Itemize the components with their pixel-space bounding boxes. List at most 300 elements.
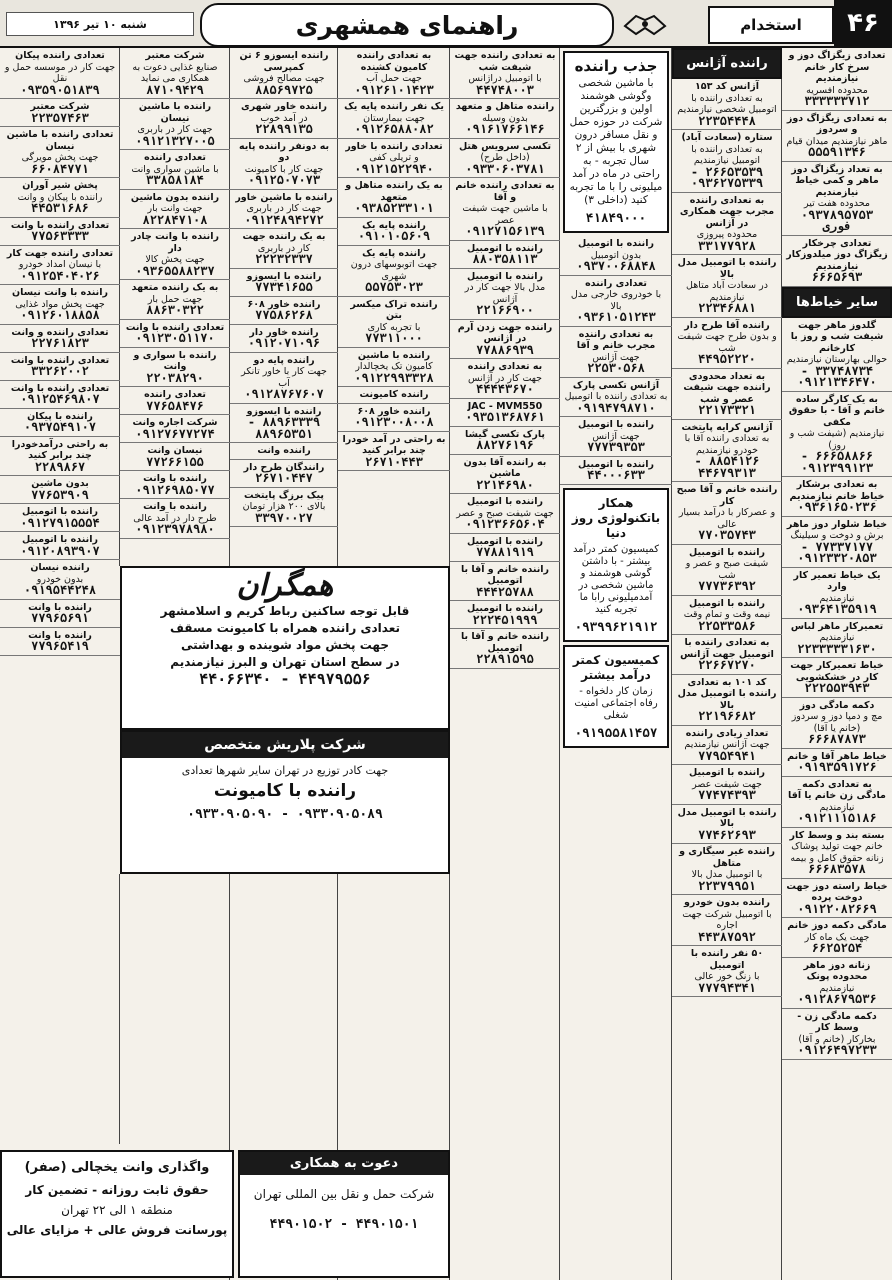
ad-phone: ۷۷۵۶۳۳۳۳ bbox=[31, 229, 89, 243]
ad-description: با ماشین سواری وانت bbox=[131, 163, 219, 175]
wide-ad-phone: ۴۴۹۷۹۵۵۶ - ۴۴۰۶۶۳۴۰ bbox=[199, 670, 371, 688]
ad-title: به راحتی در آمد خودرا چند برابر کنید bbox=[342, 433, 446, 456]
classified-ad bbox=[338, 432, 450, 472]
classified-ad bbox=[782, 918, 892, 958]
ad-description: صنایع غذایی دعوت به همکاری می نماید bbox=[132, 61, 218, 84]
featured2-phone: ۰۹۳۹۹۶۲۱۹۱۲ bbox=[574, 618, 658, 634]
ad-phone: ۴۴۹۵۲۲۲۰ bbox=[698, 352, 756, 366]
classified-ad bbox=[338, 387, 450, 404]
ad-description: جهت آژانس bbox=[592, 430, 640, 442]
ad-phone: ۲۶۷۱۰۴۴۳ bbox=[365, 454, 423, 469]
ad-title: راننده با اتومبیل bbox=[467, 535, 543, 547]
ad-title: راننده با ماشین نیسان bbox=[138, 101, 212, 124]
classified-ad bbox=[338, 139, 450, 179]
classified-ad bbox=[450, 99, 560, 139]
featured2-desc: کمیسیون کمتر درآمد بیشتر - با داشتن گوشی هوشمند و ماشین شخصی در آمدمیلیونی رابا ما تجربه کنید bbox=[572, 543, 660, 615]
featured-title: جذب راننده bbox=[574, 57, 658, 75]
ad-phone: ۷۷۶۵۸۴۷۶ bbox=[146, 398, 204, 413]
classified-ad bbox=[0, 600, 120, 628]
ad-title: تعدادی زیگزاگ دوز و سرخ کار خانم نیازمندیم bbox=[788, 50, 886, 84]
ad-title: به دونفر راننده پایه دو bbox=[238, 140, 330, 163]
ad-description: به تعدادی راننده آقا با خودرو نیازمندیم bbox=[684, 433, 770, 456]
ad-description: جهت بیمارستان bbox=[363, 112, 425, 124]
ad-description: محدوده پیروزی bbox=[696, 229, 758, 240]
classified-ad bbox=[0, 353, 120, 381]
ad-phone: ۶۶۶۸۳۵۷۸ bbox=[808, 862, 866, 876]
ad-description: نیازمندیم bbox=[819, 632, 855, 643]
ad-phone: ۰۹۳۶۵۵۸۸۲۳۷ bbox=[135, 263, 215, 278]
classified-ad bbox=[672, 635, 782, 675]
ad-phone: ۶۶۶۵۸۸۶۶ - ۰۹۱۲۳۹۹۱۲۳ bbox=[800, 449, 874, 475]
ad-phone: ۰۹۱۲۲۰۸۲۶۶۹ bbox=[797, 901, 877, 916]
ad-phone: ۲۲۲۳۲۳۳۷ bbox=[255, 252, 313, 266]
ad-title: به تعدادی راننده جهت شیفت شب bbox=[454, 50, 556, 73]
ad-phone: ۲۲۱۶۶۹۰۰ bbox=[476, 303, 534, 317]
ad-phone: ۰۹۱۲۵۴۶۹۸۰۷ bbox=[20, 392, 100, 406]
classified-ad bbox=[230, 488, 338, 528]
ad-description: نیازمندیم bbox=[819, 801, 855, 813]
ad-title: پخش شیر آوران bbox=[22, 180, 98, 191]
ad-title: راننده غیر سیگاری و متاهل bbox=[679, 846, 775, 869]
classified-ad bbox=[338, 404, 450, 432]
ad-title: راننده خانم و آقا با اتومبیل bbox=[460, 563, 549, 586]
classified-ad bbox=[782, 568, 892, 619]
misc-tailoring-header: سایر خیاط‌ها bbox=[782, 287, 892, 318]
ad-title: به تعدادی راننده خانم و آقا bbox=[455, 180, 555, 203]
classified-ad bbox=[230, 99, 338, 139]
classified-ad bbox=[0, 285, 120, 325]
ad-title: راننده با اتومبیل bbox=[689, 597, 765, 609]
ad-phone: ۲۲۲۴۵۱۹۹۹ bbox=[472, 612, 538, 627]
ad-phone: ۰۹۳۷۸۹۵۷۵۳ فوری bbox=[800, 207, 874, 233]
ad-phone: ۰۹۱۲۳۰۵۱۱۷۰ bbox=[135, 331, 215, 345]
ad-phone: ۳۳۳۳۳۳۷۱۲ bbox=[804, 94, 870, 108]
ad-phone: ۳۳۱۷۷۹۲۸ bbox=[698, 238, 756, 253]
classified-ad bbox=[450, 178, 560, 241]
ad-phone: ۷۷۳۳۷۱۷۷ - ۰۹۱۲۳۳۲۰۸۵۳ bbox=[797, 539, 877, 565]
ad-description: با اتومبیل دراژانس bbox=[468, 73, 542, 84]
classified-ad bbox=[672, 482, 782, 545]
ad-title: شرکت معتبر bbox=[145, 50, 205, 61]
ad-phone: ۴۴۴۲۵۷۸۸ bbox=[476, 584, 534, 599]
ad-description: بدون وسیله bbox=[482, 112, 528, 124]
ad-title: به تعدادی برشکار خیاط خانم نیازمندیم bbox=[789, 479, 885, 502]
ad-title: راننده کامیونت bbox=[359, 389, 429, 400]
ad-description: نیازمندیم bbox=[819, 982, 855, 994]
ad-title: راننده خاور ۶۰۸ bbox=[247, 298, 321, 310]
ad-description: جهت یک ماه کار bbox=[804, 931, 870, 943]
ad-phone: ۷۷۴۶۲۶۹۳ bbox=[698, 827, 756, 842]
ad-description: جهت حمل بار bbox=[147, 293, 203, 305]
featured-desc: با ماشین شخصی وگوشی هوشمند اولین و بزرگترین شرکت در حوزه حمل و نقل مسافر درون شهری با بیش از ۲ سال تجربه - به راحتی در ماه در آمد میلیونی را با ما تجربه کنید (داخلی ۳) bbox=[569, 77, 663, 206]
ad-description: مچ و دمپا دوز و سردوز (خانم یا آقا) bbox=[791, 711, 883, 734]
classified-ad bbox=[672, 79, 782, 130]
ad-phone: ۷۷۳۱۱۰۰۰ bbox=[365, 331, 423, 345]
masthead-logo: راهنمای همشهری bbox=[200, 3, 614, 47]
agency-drivers-header: راننده آژانس bbox=[672, 48, 782, 79]
ad-phone: ۵۵۵۹۱۳۴۶ bbox=[808, 145, 866, 159]
wide-ad-line1: قابل توجه ساکنین رباط کریم و اسلامشهر bbox=[160, 604, 410, 618]
ad-phone: ۸۸۹۶۳۳۳۹ - ۸۸۹۶۵۳۵۱ bbox=[247, 415, 321, 441]
featured-ad-technology bbox=[563, 488, 669, 642]
ad-title: راننده متاهل و متعهد bbox=[455, 101, 555, 112]
ad-description: حوالی بهارستان نیازمندیم bbox=[786, 354, 888, 365]
classified-ad bbox=[560, 276, 672, 327]
column-drivers-a bbox=[449, 48, 560, 1280]
classified-ad bbox=[120, 190, 230, 230]
classified-ad bbox=[0, 628, 120, 656]
ad-title: تعدادی راننده با وانت bbox=[10, 382, 110, 394]
ad-phone: ۰۹۱۲۶۵۸۸۰۸۲ bbox=[354, 122, 434, 136]
ad-phone: ۰۹۱۹۳۵۹۱۷۲۶ bbox=[797, 760, 877, 774]
distribution-brand: شرکت پلاریش متخصص bbox=[122, 732, 448, 758]
ad-description: خانم جهت تولید پوشاک زنانه حقوق کامل و بیمه bbox=[790, 841, 884, 864]
ad-title: راننده جهت زدن آرم در آژانس bbox=[457, 321, 553, 344]
ad-title: راننده با ماشین خاور bbox=[235, 191, 333, 203]
classified-ad bbox=[230, 353, 338, 404]
column-tailoring bbox=[781, 48, 892, 1280]
classified-ad bbox=[120, 415, 230, 443]
classified-ad bbox=[672, 844, 782, 895]
ad-phone: ۰۹۱۶۱۷۶۶۱۴۶ bbox=[465, 122, 545, 136]
classified-ad bbox=[450, 427, 560, 455]
ad-title: راننده وانت bbox=[257, 445, 311, 456]
classified-ad bbox=[120, 320, 230, 348]
classified-ad bbox=[0, 476, 120, 504]
classified-ad bbox=[230, 297, 338, 325]
ad-title: تعدادی راننده با وانت bbox=[10, 219, 110, 231]
ad-phone: ۸۸۵۶۹۷۲۵ bbox=[255, 82, 313, 97]
ad-title: خیاط تعمیرکار جهت کار در خشکشویی bbox=[790, 660, 884, 683]
ad-title: راننده با ایسوزو bbox=[246, 405, 322, 417]
wide-ad-line4: در سطح استان تهران و البرز نیازمندیم bbox=[170, 655, 400, 669]
ad-phone: ۲۲۷۶۱۸۲۳ bbox=[31, 336, 89, 350]
classified-ad bbox=[120, 387, 230, 415]
page-number: ۴۶ bbox=[834, 0, 892, 46]
ad-phone: ۷۷۸۸۱۹۱۹ bbox=[476, 545, 534, 559]
ad-description: در سعادت آباد متاهل نیازمندیم bbox=[686, 280, 768, 303]
classified-ad bbox=[450, 399, 560, 427]
ad-phone: ۳۳۷۴۸۷۳۴ - ۰۹۱۲۱۳۴۶۴۷۰ bbox=[797, 363, 877, 389]
classified-ad bbox=[0, 127, 120, 178]
ad-title: به تعدادی راننده bbox=[467, 361, 543, 372]
ad-phone: ۵۵۷۵۳۰۲۳ bbox=[365, 280, 423, 294]
classified-ad bbox=[338, 99, 450, 139]
ad-description: و تریلی کفی bbox=[369, 152, 419, 163]
classified-ad bbox=[672, 545, 782, 596]
ad-title: تعدادی چرخکار زیگزاگ دوز میلدوزکار نیازمندیم bbox=[786, 237, 888, 272]
wide-ad-line3: جهت پخش مواد شوینده و بهداشتی bbox=[180, 638, 390, 652]
ad-phone: ۰۹۱۲۳۶۶۵۶۰۴ bbox=[465, 517, 545, 531]
wide-ad-hamgaran bbox=[120, 566, 450, 730]
ad-phone: ۰۹۳۷۰۰۶۸۸۴۸ bbox=[576, 259, 656, 273]
ad-title: راننده با اتومبیل bbox=[578, 419, 654, 430]
classified-ad bbox=[230, 229, 338, 269]
ad-phone: ۸۸۵۴۱۲۶ - ۴۴۶۷۹۳۱۳ bbox=[694, 454, 760, 480]
ad-phone: ۳۳۹۷۰۰۲۷ bbox=[255, 510, 313, 525]
ad-phone: ۶۶۲۵۲۵۴ bbox=[811, 941, 863, 955]
page-header bbox=[0, 0, 892, 48]
ad-title: آژانس کد ۱۵۳ bbox=[694, 81, 759, 92]
ad-description: جهت کار با کامیونت bbox=[244, 163, 324, 175]
ad-phone: ۷۷۷۹۴۳۴۱ bbox=[698, 980, 756, 995]
classified-ad bbox=[120, 280, 230, 320]
ad-description: جهت حمل آب bbox=[366, 73, 422, 84]
ad-title: تعدادی راننده با ماشین نیسان bbox=[6, 129, 114, 152]
ad-title: راننده بدون ماشین bbox=[130, 191, 220, 203]
classified-ad bbox=[672, 130, 782, 193]
ad-title: راننده خاور ۶۰۸ bbox=[357, 405, 431, 417]
classified-ad bbox=[0, 325, 120, 353]
classified-ad bbox=[120, 99, 230, 150]
ad-phone: ۰۹۱۹۵۴۴۲۴۸ bbox=[23, 583, 97, 597]
ad-phone: ۰۹۱۲۷۱۵۶۱۳۹ bbox=[465, 224, 545, 238]
ad-phone: ۲۲۸۹۹۱۳۵ bbox=[255, 122, 313, 136]
ad-description: با نیسان امداد خودرو bbox=[18, 259, 102, 270]
ad-phone: ۰۹۱۲۶۴۹۷۲۳۳ bbox=[797, 1043, 877, 1057]
classified-ad bbox=[120, 471, 230, 499]
distribution-phones: ۰۹۳۳۰۹۰۵۰۸۹ - ۰۹۳۳۰۹۰۵۰۹۰ bbox=[187, 807, 383, 822]
classified-ad bbox=[782, 698, 892, 749]
classified-ad bbox=[120, 150, 230, 190]
distribution-line1: جهت کادر توزیع در تهران سایر شهرها تعدادی bbox=[181, 764, 389, 777]
ad-phone: ۰۹۳۶۱۶۵۰۲۳۶ bbox=[797, 500, 877, 514]
issue-date: شنبه ۱۰ تیر ۱۳۹۶ bbox=[6, 12, 194, 36]
ad-phone: ۰۹۱۲۵۴۰۴۰۲۶ bbox=[20, 268, 100, 283]
ad-description: با ماشین جهت شیفت عصر bbox=[462, 203, 548, 226]
ad-phone: ۲۶۶۵۳۵۳۹ - ۰۹۳۶۲۷۵۳۳۹ bbox=[690, 164, 764, 190]
ad-description: و عصرکار با درآمد بسیار عالی bbox=[678, 507, 776, 530]
ad-phone: ۰۹۱۲۶۹۸۵۰۷۷ bbox=[135, 482, 215, 497]
ad-phone: ۲۲۰۳۸۲۹۰ bbox=[146, 370, 204, 385]
classified-ad bbox=[782, 958, 892, 1009]
ad-phone: ۰۹۱۰۱۰۵۶۰۹ bbox=[357, 229, 431, 243]
classified-ad bbox=[450, 269, 560, 320]
classified-ad bbox=[782, 777, 892, 828]
classified-ad bbox=[782, 392, 892, 478]
ad-phone: ۸۸۰۳۵۸۱۱۳ bbox=[472, 252, 538, 266]
ad-phone: ۲۲۳۳۳۳۳۱۶۳۰ bbox=[797, 641, 877, 656]
classified-ad bbox=[782, 1009, 892, 1060]
ad-phone: ۲۲۳۵۷۴۶۳ bbox=[31, 110, 89, 125]
cooperation-header: دعوت به همکاری bbox=[240, 1152, 448, 1175]
ad-description: بالای ۲۰۰ هزار تومان bbox=[242, 501, 326, 512]
ad-description: و بدون طرح جهت شیفت شب bbox=[677, 331, 777, 354]
ad-phone: ۳۳۸۵۸۱۸۴ bbox=[146, 173, 204, 187]
ad-title: راننده تراک میکسر بتن bbox=[350, 298, 438, 321]
classified-ad bbox=[338, 48, 450, 99]
ad-phone: ۰۹۱۲۸۷۶۷۶۰۷ bbox=[244, 387, 324, 401]
ad-title: راننده با اتومبیل bbox=[689, 767, 765, 778]
classified-ad bbox=[450, 562, 560, 602]
classified-ad bbox=[450, 534, 560, 562]
refrigerated-van-ad bbox=[0, 1150, 234, 1278]
ad-phone: ۷۷۳۴۱۶۵۵ bbox=[255, 280, 313, 294]
ad-phone: ۰۹۱۲۵۰۷۰۷۳ bbox=[247, 173, 321, 187]
ad-title: راننده با وانت نیسان bbox=[12, 287, 108, 298]
classified-ad bbox=[338, 297, 450, 348]
ad-title: گلدوز ماهر جهت شیفت شب و روز با کارخانم bbox=[790, 319, 884, 354]
ad-phone: ۲۲۲۵۵۳۹۴۳ bbox=[804, 681, 870, 695]
ad-description: با زنگ خور عالی bbox=[694, 971, 760, 982]
ad-title: راننده با اتومبیل bbox=[467, 242, 543, 254]
ad-title: پیک برزگ پایتخت bbox=[244, 489, 324, 501]
ad-title: به تعدادی راننده کامیون کشنده bbox=[356, 50, 432, 73]
classified-ad bbox=[782, 236, 892, 287]
ad-description: راننده با پیکان و وانت bbox=[17, 191, 103, 203]
ad-phone: ۸۲۲۸۴۷۱۰۸ bbox=[142, 212, 208, 227]
ad-description: به تعدادی راننده با اتومبیل شخصی نیازمندیم bbox=[677, 92, 777, 115]
classified-ad bbox=[782, 162, 892, 236]
ad-title: راننده با پیکان bbox=[27, 410, 93, 422]
ad-title: به یک راننده متاهل و متعهد bbox=[345, 180, 443, 203]
ad-phone: ۷۷۲۶۶۱۵۵ bbox=[146, 454, 204, 469]
featured3-desc: زمان کار دلخواه - رفاه اجتماعی امنیت شغلی bbox=[574, 685, 658, 721]
ad-title: راننده ایسوزو ۶ تن کمپرسی bbox=[239, 50, 329, 73]
ad-title: JAC - MVM550 bbox=[467, 400, 543, 412]
ad-phone: ۲۲۸۹۸۶۷ bbox=[34, 459, 86, 474]
classified-ad bbox=[0, 218, 120, 246]
ad-phone: ۲۲۱۷۳۳۲۱ bbox=[698, 403, 756, 417]
ad-phone: ۷۷۹۵۴۹۴۱ bbox=[698, 748, 756, 763]
ad-description: کامیون تک یخچالدار bbox=[355, 361, 433, 372]
ad-title: تعدادی راننده با وانت bbox=[10, 354, 110, 366]
ad-title: خیاط راسته دوز جهت دوخت پرده bbox=[786, 880, 888, 903]
ad-phone: ۰۹۱۲۷۹۱۵۵۵۴ bbox=[20, 515, 100, 530]
ad-description: نیازمندیم bbox=[819, 592, 855, 604]
ad-phone: ۲۶۷۱۰۴۴۷ bbox=[255, 471, 313, 485]
classified-ad bbox=[120, 348, 230, 388]
ad-title: زنانه دوز ماهر محدوده پونک bbox=[803, 959, 871, 982]
ad-phone: ۷۷۹۶۵۴۱۹ bbox=[31, 639, 89, 653]
ad-description: نیازمندیم (شیفت شب و روز) bbox=[789, 428, 885, 451]
ad-description: بدون اتومبیل bbox=[590, 249, 642, 261]
ad-title: به تعدادی راننده مجرب جهت همکاری در آژانس bbox=[679, 194, 775, 229]
ad-phone: ۰۹۱۲۸۶۷۹۵۳۶ bbox=[797, 992, 877, 1006]
ad-phone: ۰۹۳۶۱۰۵۱۲۴۳ bbox=[576, 310, 656, 324]
ad-phone: ۴۴۳۸۷۵۹۲ bbox=[698, 929, 756, 944]
ad-title: دکمه مادگی زن - وسط کار bbox=[797, 1010, 877, 1033]
ad-phone: ۷۷۰۳۵۷۴۳ bbox=[698, 528, 756, 542]
refrigerated-van-area: منطقه ۱ الی ۲۲ تهران bbox=[61, 1203, 173, 1217]
ad-description: به تعدادی راننده با اتومبیل bbox=[564, 391, 668, 402]
classified-ad bbox=[782, 517, 892, 568]
ad-title: راننده خاور دار bbox=[249, 326, 319, 338]
ad-title: راننده پایه یک bbox=[362, 247, 426, 259]
classified-ad bbox=[560, 236, 672, 276]
ad-phone: ۲۲۱۴۶۹۸۰ bbox=[476, 477, 534, 492]
ad-phone: ۶۶۶۸۷۸۷۳ bbox=[808, 732, 866, 746]
ad-title: به یک کارگر ساده خانم و آقا - با حقوق مکفی bbox=[788, 393, 886, 428]
ad-phone: ۲۲۳۷۹۹۵۱ bbox=[698, 878, 756, 893]
ad-title: راننده با وانت bbox=[28, 601, 92, 613]
ad-description: جهت کار با خاور تانکر آب bbox=[241, 366, 327, 389]
ad-description: جهت اتوبوسهای درون شهری bbox=[350, 259, 438, 282]
ad-description: نیمه وقت و تمام وقت bbox=[683, 609, 771, 620]
featured3-phone: ۰۹۱۹۵۵۸۱۴۵۷ bbox=[574, 724, 658, 740]
ad-title: به یک راننده جهت bbox=[242, 231, 326, 242]
ad-phone: ۰۹۳۷۵۴۹۱۰۷ bbox=[23, 420, 97, 434]
ad-title: کد ۱۰۱ به تعدادی راننده با اتومبیل مدل بالا bbox=[677, 676, 777, 711]
classified-ad bbox=[450, 359, 560, 399]
hamgaran-logo: همگران bbox=[236, 568, 334, 603]
ad-description: با تجربه کاری bbox=[367, 321, 421, 333]
section-title: استخدام bbox=[708, 6, 834, 44]
cooperation-invitation-ad bbox=[238, 1150, 450, 1278]
ad-title: تعدادی راننده جهت کار bbox=[6, 247, 114, 259]
ad-phone: ۳۳۲۶۲۰۰۲ bbox=[31, 364, 89, 378]
ad-description: (داخل طرح) bbox=[480, 152, 530, 163]
column-khavar-drivers bbox=[229, 48, 338, 566]
ad-title: شرکت معتبر bbox=[30, 101, 90, 112]
ad-phone: ۰۹۱۲۰۸۹۳۹۰۷ bbox=[20, 543, 100, 558]
classified-ad bbox=[0, 178, 120, 218]
ad-description: طرح دار در آمد عالی bbox=[133, 512, 217, 524]
classified-ad bbox=[782, 658, 892, 698]
ad-title: بسته بند و وسط کار bbox=[789, 829, 885, 841]
classified-ad bbox=[450, 241, 560, 269]
ad-title: راننده با وانت bbox=[143, 473, 207, 484]
ad-description: بدون خودرو bbox=[36, 573, 84, 585]
classified-ad bbox=[672, 895, 782, 946]
classified-ad bbox=[782, 48, 892, 111]
wide-ad-line2: تعدادی راننده همراه با کامیونت مسقف bbox=[170, 621, 400, 635]
classified-ad bbox=[0, 48, 120, 99]
classified-ad bbox=[450, 320, 560, 360]
ad-title: خیاط شلوار دوز ماهر bbox=[786, 518, 888, 530]
classified-ad bbox=[672, 318, 782, 369]
ad-phone: ۴۴۴۴۳۶۷۰ bbox=[476, 382, 534, 396]
ad-phone: ۰۹۳۵۹۰۵۱۸۳۹ bbox=[20, 82, 100, 97]
classified-ad bbox=[0, 504, 120, 532]
ad-description: جهت پخش مویرگی bbox=[21, 152, 99, 163]
column-pickup-drivers bbox=[0, 48, 120, 1156]
ad-description: جهت مصالح فروشی bbox=[243, 73, 325, 84]
classified-ad bbox=[0, 560, 120, 600]
ad-title: آژانس تکسی پارک bbox=[572, 379, 660, 391]
ad-title: تعدادی راننده و وانت bbox=[11, 326, 109, 338]
ad-title: راننده با اتومبیل bbox=[467, 603, 543, 614]
classified-ad bbox=[672, 369, 782, 420]
ad-title: به یک راننده متعهد bbox=[131, 282, 219, 293]
ad-title: راننده با اتومبیل bbox=[689, 546, 765, 558]
ad-title: به راحتی درآمدخودرا چند برابر کنید bbox=[11, 438, 109, 461]
classified-ad bbox=[338, 178, 450, 218]
classified-ad bbox=[672, 255, 782, 318]
refrigerated-van-salary: حقوق ثابت روزانه - تضمین کار bbox=[25, 1183, 209, 1197]
column-van-drivers bbox=[119, 48, 230, 566]
ad-description: جهت وانت بار bbox=[147, 203, 203, 214]
ad-title: شرکت اجاره وانت bbox=[132, 417, 218, 428]
ad-phone: ۴۴۷۴۸۰۰۳ bbox=[476, 82, 534, 97]
ad-title: به تعدادی راننده مجرب خانم و آقا bbox=[576, 328, 656, 351]
classified-ad bbox=[0, 246, 120, 286]
ad-phone: ۰۹۱۲۷۶۷۷۲۷۴ bbox=[135, 426, 215, 441]
ad-phone: ۷۷۴۷۴۳۹۳ bbox=[698, 788, 756, 802]
ad-phone: ۰۹۱۲۳۹۷۸۹۸۰ bbox=[135, 522, 215, 536]
classified-ad bbox=[450, 455, 560, 495]
ad-phone: ۷۷۹۶۵۶۹۱ bbox=[31, 611, 89, 625]
ad-phone: ۷۷۷۳۶۳۹۲ bbox=[698, 579, 756, 593]
classified-ad bbox=[230, 48, 338, 99]
ad-phone: ۲۲۳۵۴۴۴۸ bbox=[698, 113, 756, 128]
ad-phone: ۷۷۶۵۳۹۰۹ bbox=[31, 487, 89, 502]
classified-ad bbox=[230, 190, 338, 230]
classified-ad bbox=[450, 48, 560, 99]
ad-title: ستاره (سعادت آباد) bbox=[681, 132, 773, 143]
classified-ad bbox=[450, 494, 560, 534]
ad-title: تعدادی راننده bbox=[585, 277, 647, 289]
